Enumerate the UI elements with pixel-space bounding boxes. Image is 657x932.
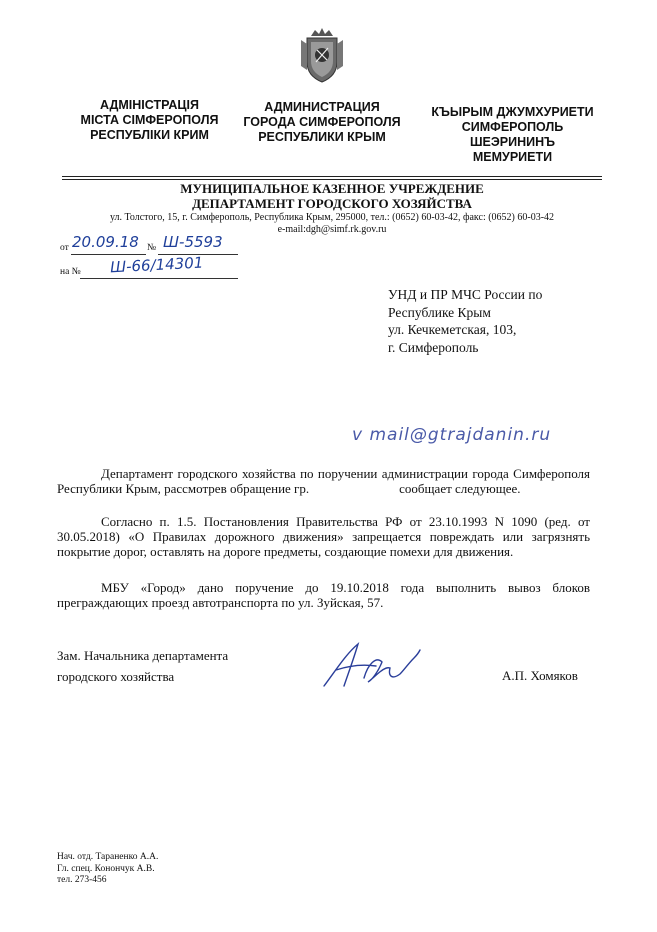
handwritten-signature bbox=[318, 636, 428, 694]
recipient-line: УНД и ПР МЧС России по bbox=[388, 287, 543, 302]
on-number-handwritten: Ш-66/14301 bbox=[109, 253, 204, 277]
header-crh-line: МЕМУРИЕТИ bbox=[472, 150, 553, 164]
organization-line-2: ДЕПАРТАМЕНТ ГОРОДСКОГО ХОЗЯЙСТВА bbox=[192, 196, 472, 211]
crimea-emblem-icon bbox=[297, 26, 347, 84]
header-crh-line: ШЕЭРИНИНЪ bbox=[469, 135, 556, 149]
header-rule-bottom bbox=[62, 179, 602, 180]
body-p2: Согласно п. 1.5. Постановления Правительства РФ от 23.10.1993 N 1090 (ред. от 30.05.2018) «О Правилах дорожного движения» запрещается повреждать или загрязнять покрытие дорог, оставлять на дороге предметы, создающие помехи для движения. bbox=[57, 514, 590, 559]
header-ru-line: РЕСПУБЛИКИ КРЫМ bbox=[258, 130, 386, 144]
header-ru-line: ГОРОДА СИМФЕРОПОЛЯ bbox=[243, 115, 401, 129]
footer-line: Гл. спец. Конончук А.В. bbox=[57, 863, 155, 874]
handwritten-email-note: v mail@gtrajdanin.ru bbox=[352, 425, 552, 445]
header-rule-top bbox=[62, 176, 602, 177]
recipient-line: Республике Крым bbox=[388, 304, 491, 320]
recipient-line: г. Симферополь bbox=[388, 339, 479, 355]
signatory-title bbox=[57, 645, 228, 687]
header-crh-line: СИМФЕРОПОЛЬ bbox=[461, 120, 564, 134]
on-number-underline bbox=[80, 278, 238, 279]
organization-line-1: МУНИЦИПАЛЬНОЕ КАЗЕННОЕ УЧРЕЖДЕНИЕ bbox=[180, 181, 484, 196]
signatory-title-line-1: Зам. Начальника департамента bbox=[57, 648, 229, 663]
header-ukrainian bbox=[62, 98, 237, 143]
header-crh-line: КЪЫРЫМ ДЖУМХУРИЕТИ bbox=[431, 105, 594, 119]
footer-contacts bbox=[57, 852, 158, 887]
number-label: № bbox=[147, 243, 157, 253]
signatory-name: А.П. Хомяков bbox=[502, 668, 578, 683]
body-p1-part-a: Департамент городского хозяйства по поручении администрации города Симферополя Республики Крым, рассмотрев обращение гр. bbox=[57, 466, 590, 496]
on-number-label: на № bbox=[60, 267, 81, 277]
recipient-line: ул. Кечкеметская, 103, bbox=[388, 322, 517, 337]
body-paragraph-1 bbox=[57, 466, 590, 496]
signatory-title-line-2: городского хозяйства bbox=[57, 669, 175, 684]
header-ua-line: АДМІНІСТРАЦІЯ bbox=[100, 98, 199, 112]
header-crimean-tatar bbox=[420, 105, 605, 165]
header-ua-line: РЕСПУБЛІКИ КРИМ bbox=[90, 128, 209, 142]
footer-line: тел. 273-456 bbox=[57, 875, 107, 885]
from-date-underline bbox=[71, 254, 146, 255]
recipient-block bbox=[388, 286, 542, 356]
header-ua-line: МІСТА СІМФЕРОПОЛЯ bbox=[80, 113, 219, 127]
from-date-handwritten: 20.09.18 bbox=[72, 233, 139, 251]
from-label: от bbox=[60, 243, 69, 253]
header-russian bbox=[237, 100, 407, 145]
number-handwritten: Ш-5593 bbox=[163, 233, 223, 251]
body-paragraph-2 bbox=[57, 514, 590, 559]
organization-address: ул. Толстого, 15, г. Симферополь, Республика Крым, 295000, тел.: (0652) 60-03-42, факс: (0652) 60-03-42 bbox=[109, 212, 555, 223]
body-p1-part-b: сообщает следующее. bbox=[399, 481, 521, 496]
body-paragraph-3 bbox=[57, 580, 590, 610]
organization-email: e-mail:dgh@simf.rk.gov.ru bbox=[277, 224, 387, 235]
footer-line: Нач. отд. Тараненко А.А. bbox=[57, 852, 159, 862]
header-ru-line: АДМИНИСТРАЦИЯ bbox=[264, 100, 380, 114]
body-p3: МБУ «Город» дано поручение до 19.10.2018 года выполнить вывоз блоков преграждающих проезд автотранспорта по ул. Зуйская, 57. bbox=[57, 580, 590, 610]
